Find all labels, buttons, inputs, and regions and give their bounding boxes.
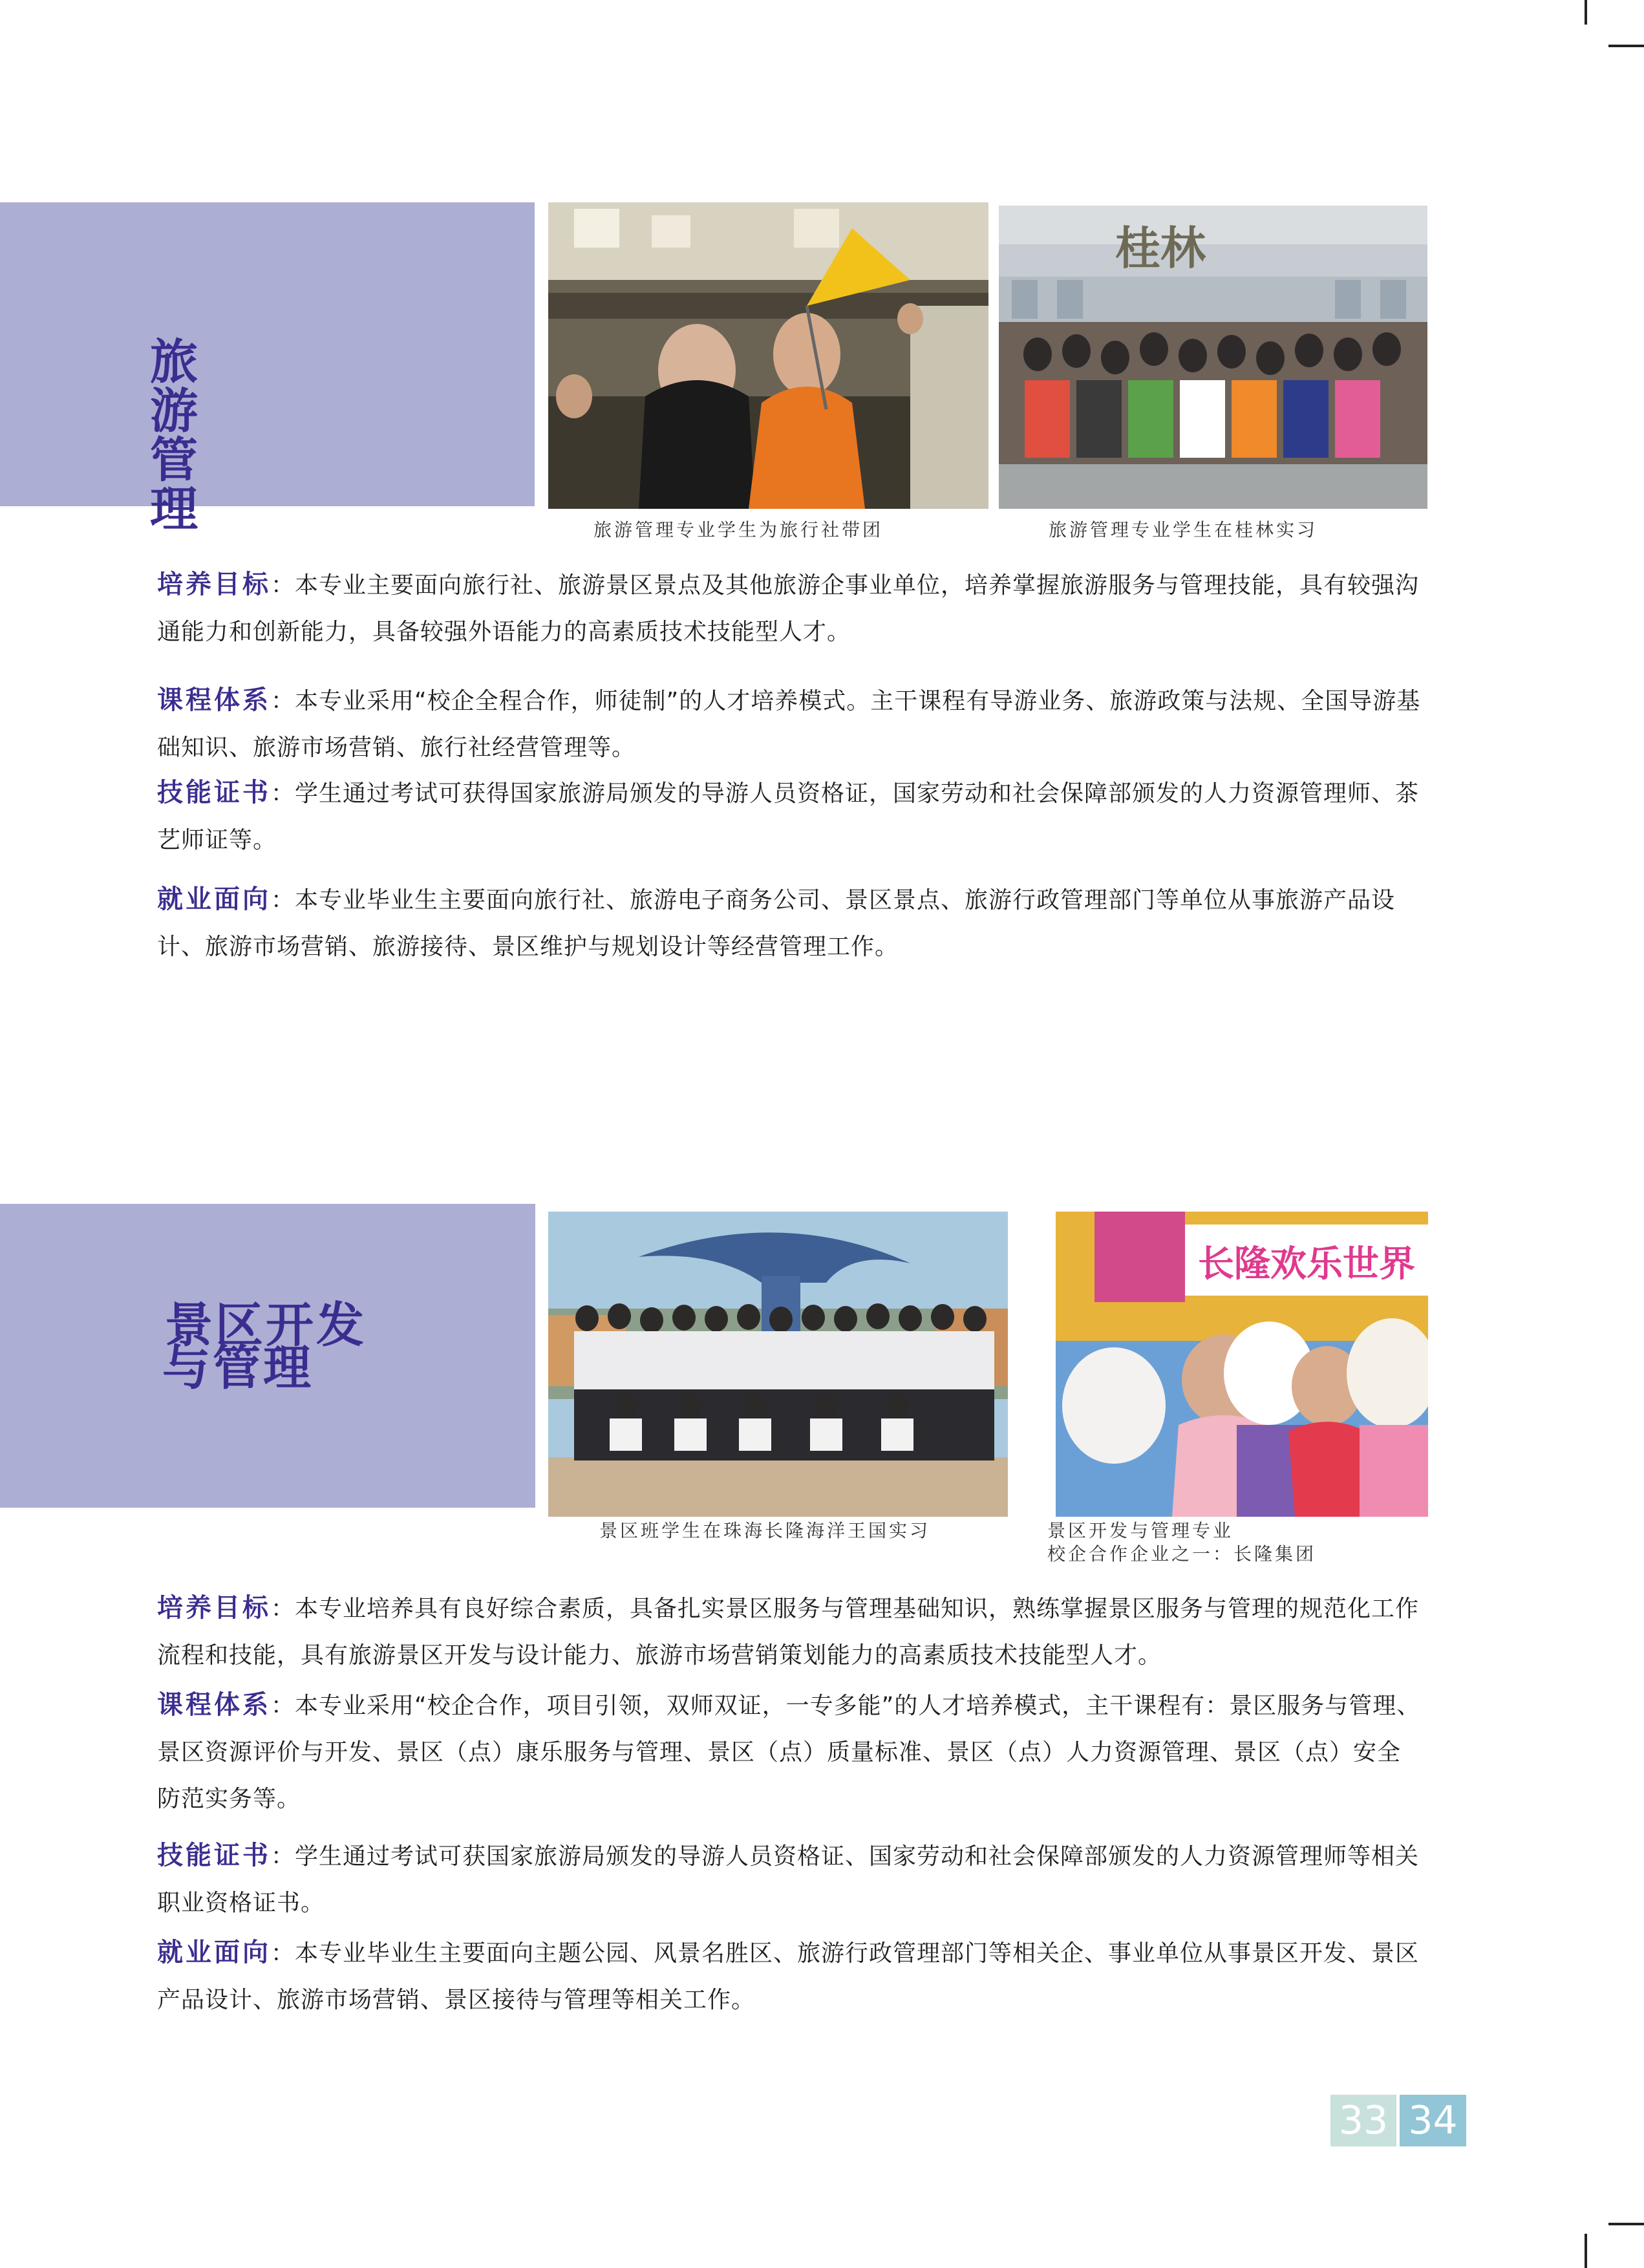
photo-caption: 旅游管理专业学生为旅行社带团 xyxy=(593,519,884,540)
section-title: 景区开发 与管理 xyxy=(162,1298,367,1396)
crop-mark xyxy=(1585,0,1587,25)
crop-mark xyxy=(1585,2234,1587,2268)
photo-tour-guide xyxy=(548,202,988,509)
paragraph-text: ：本专业毕业生主要面向主题公园、风景名胜区、旅游行政管理部门等相关企、事业单位从事景区开发、景区产品设计、旅游市场营销、景区接待与管理等相关工作。 xyxy=(157,1940,1420,2013)
page-number-right: 34 xyxy=(1400,2095,1466,2146)
paragraph-label: 就业面向 xyxy=(157,1938,271,1967)
paragraph-label: 课程体系 xyxy=(157,1690,271,1720)
paragraph-text: ：学生通过考试可获得国家旅游局颁发的导游人员资格证，国家劳动和社会保障部颁发的人力资源管理师、茶艺师证等。 xyxy=(157,780,1420,853)
paragraph-text: ：本专业采用“校企合作，项目引领，双师双证，一专多能”的人才培养模式，主干课程有：景区服务与管理、景区资源评价与开发、景区（点）康乐服务与管理、景区（点）质量标准、景区（点）人力资源管理、景区（点）安全防范实务等。 xyxy=(157,1693,1421,1812)
paragraph-label: 技能证书 xyxy=(157,1841,271,1870)
paragraph-curriculum xyxy=(157,677,1424,771)
photo-chimelong-mascots xyxy=(1056,1212,1428,1517)
paragraph-employment xyxy=(157,1929,1424,2024)
paragraph-employment xyxy=(157,876,1424,970)
photo-caption: 景区班学生在珠海长隆海洋王国实习 xyxy=(599,1520,931,1541)
paragraph-text: ：本专业采用“校企全程合作，师徒制”的人才培养模式。主干课程有导游业务、旅游政策与法规、全国导游基础知识、旅游市场营销、旅行社经营管理等。 xyxy=(157,688,1421,761)
paragraph-label: 培养目标 xyxy=(157,570,271,599)
station-sign: 桂林 xyxy=(1115,221,1206,275)
paragraph-label: 课程体系 xyxy=(157,685,271,715)
page-number-left: 33 xyxy=(1330,2095,1396,2146)
photo-caption: 景区开发与管理专业 校企合作企业之一：长隆集团 xyxy=(1047,1520,1317,1565)
paragraph-certificates xyxy=(157,1832,1424,1927)
section-title-block xyxy=(0,202,535,506)
paragraph-label: 培养目标 xyxy=(157,1593,271,1623)
paragraph-label: 技能证书 xyxy=(157,778,271,808)
paragraph-training-goal xyxy=(157,1585,1424,1679)
crop-mark xyxy=(1608,2223,1644,2225)
paragraph-training-goal xyxy=(157,561,1424,656)
paragraph-certificates xyxy=(157,769,1424,864)
paragraph-text: ：学生通过考试可获国家旅游局颁发的导游人员资格证、国家劳动和社会保障部颁发的人力资源管理师等相关职业资格证书。 xyxy=(157,1843,1420,1916)
crop-mark xyxy=(1608,45,1644,47)
section-title: 旅游管理 xyxy=(150,334,200,537)
photo-guilin-group xyxy=(999,206,1427,509)
paragraph-label: 就业面向 xyxy=(157,884,271,914)
paragraph-text: ：本专业毕业生主要面向旅行社、旅游电子商务公司、景区景点、旅游行政管理部门等单位从事旅游产品设计、旅游市场营销、旅游接待、景区维护与规划设计等经营管理工作。 xyxy=(157,887,1396,960)
paragraph-text: ：本专业培养具有良好综合素质，具备扎实景区服务与管理基础知识，熟练掌握景区服务与管理的规范化工作流程和技能，具有旅游景区开发与设计能力、旅游市场营销策划能力的高素质技术技能型人才。 xyxy=(157,1596,1420,1669)
photo-caption: 旅游管理专业学生在桂林实习 xyxy=(1049,519,1318,540)
photo-ocean-kingdom xyxy=(548,1212,1008,1517)
paragraph-curriculum xyxy=(157,1682,1424,1823)
park-sign: 长隆欢乐世界 xyxy=(1198,1243,1415,1285)
paragraph-text: ：本专业主要面向旅行社、旅游景区景点及其他旅游企事业单位，培养掌握旅游服务与管理技能，具有较强沟通能力和创新能力，具备较强外语能力的高素质技术技能型人才。 xyxy=(157,572,1420,645)
